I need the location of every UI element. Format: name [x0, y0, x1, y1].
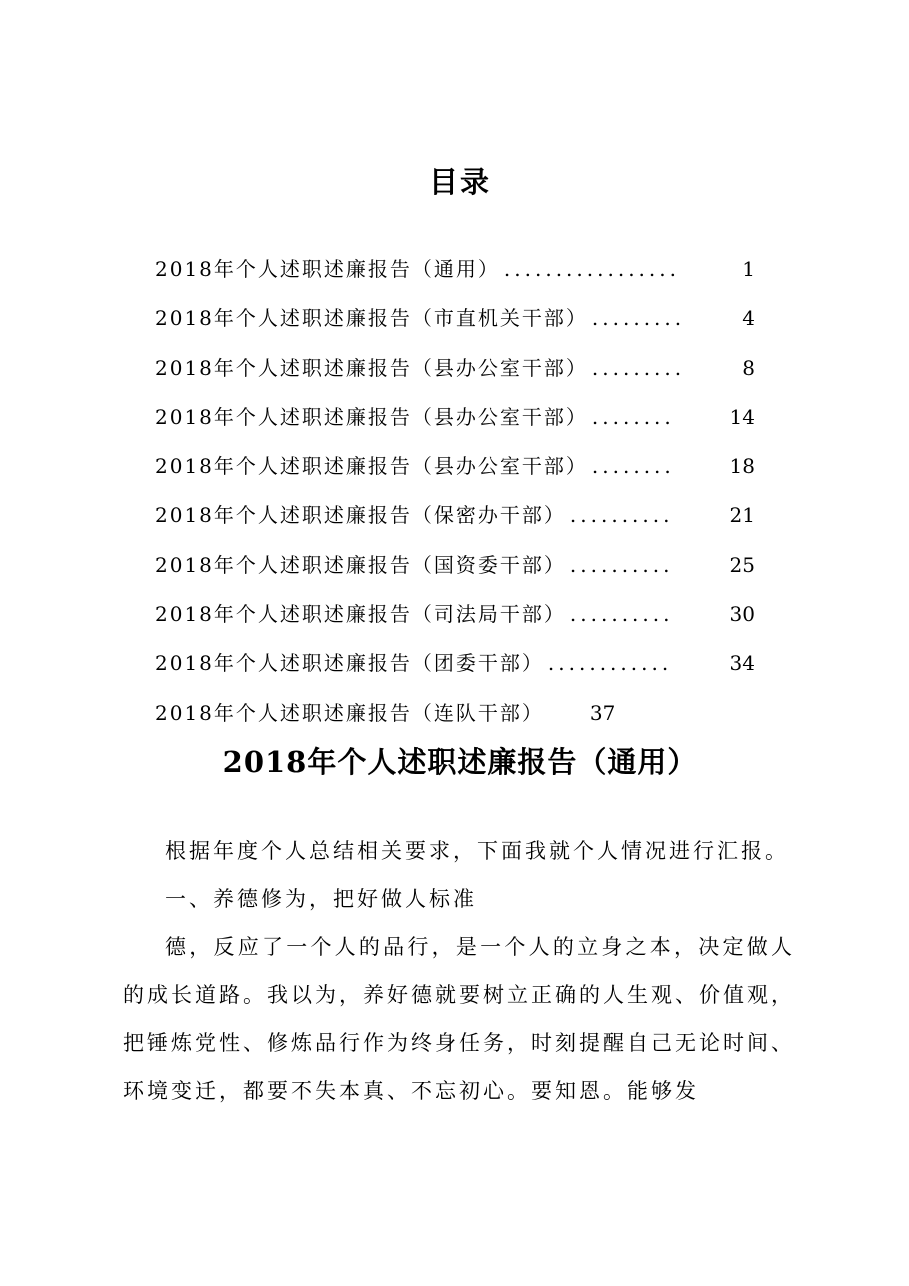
toc-entry[interactable]	[155, 597, 755, 646]
toc-entry[interactable]	[155, 498, 755, 547]
toc-title: 目录	[428, 165, 491, 199]
toc-entry[interactable]	[155, 696, 755, 745]
toc-entry-text: 2018年个人述职述廉报告（连队干部）	[155, 700, 544, 725]
toc-entry-leader: ........	[591, 404, 675, 429]
toc-entry-text: 2018年个人述职述廉报告（司法局干部）	[155, 602, 566, 627]
toc-list	[155, 252, 755, 745]
toc-entry-page: 1	[742, 257, 755, 281]
section-heading: 一、养德修为，把好做人标准	[165, 887, 477, 911]
toc-entry[interactable]	[155, 548, 755, 597]
body-paragraph: 德，反应了一个人的品行，是一个人的立身之本，决定做人的成长道路。我以为，养好德就要树立正确的人生观、价值观，把锤炼党性、修炼品行作为终身任务，时刻提醒自己无论时间、环境变迁，都要不失本真、不忘初心。要知恩。能够发	[123, 935, 795, 1103]
toc-entry-leader: ........	[591, 454, 675, 479]
toc-entry-text: 2018年个人述职述廉报告（县办公室干部）	[155, 355, 588, 380]
toc-entry-page: 18	[729, 454, 755, 479]
toc-entry-page: 14	[729, 404, 755, 429]
toc-entry[interactable]	[155, 400, 755, 449]
toc-entry-leader: .........	[591, 306, 686, 331]
toc-entry-text: 2018年个人述职述廉报告（县办公室干部）	[155, 404, 588, 429]
toc-entry-page: 34	[729, 651, 755, 676]
toc-entry-leader: .................	[503, 257, 680, 281]
toc-entry[interactable]	[155, 252, 755, 301]
toc-entry-leader: ..........	[569, 602, 674, 627]
toc-entry-leader: ............	[547, 651, 673, 676]
toc-entry-page: 8	[742, 355, 755, 380]
toc-entry-text: 2018年个人述职述廉报告（通用）	[155, 257, 500, 281]
toc-entry[interactable]	[155, 301, 755, 350]
toc-entry-text: 2018年个人述职述廉报告（保密办干部）	[155, 503, 566, 528]
toc-entry-text: 2018年个人述职述廉报告（市直机关干部）	[155, 306, 588, 331]
toc-entry-page: 4	[742, 306, 755, 331]
toc-entry-page: 37	[589, 700, 616, 725]
toc-entry-page: 30	[729, 602, 755, 627]
toc-entry-leader: .........	[591, 355, 686, 380]
toc-entry-text: 2018年个人述职述廉报告（国资委干部）	[155, 552, 566, 577]
toc-entry[interactable]	[155, 449, 755, 498]
toc-entry[interactable]	[155, 351, 755, 400]
toc-entry-page: 25	[729, 552, 755, 577]
toc-entry-leader: ..........	[569, 503, 674, 528]
body-paragraph: 根据年度个人总结相关要求，下面我就个人情况进行汇报。	[165, 839, 789, 863]
toc-entry[interactable]	[155, 646, 755, 695]
toc-entry-page: 21	[729, 503, 755, 528]
toc-entry-text: 2018年个人述职述廉报告（县办公室干部）	[155, 454, 588, 479]
toc-entry-leader: ..........	[569, 552, 674, 577]
report-title: 2018年个人述职述廉报告（通用）	[222, 745, 698, 779]
toc-entry-text: 2018年个人述职述廉报告（团委干部）	[155, 651, 544, 676]
report-body	[123, 827, 795, 1115]
